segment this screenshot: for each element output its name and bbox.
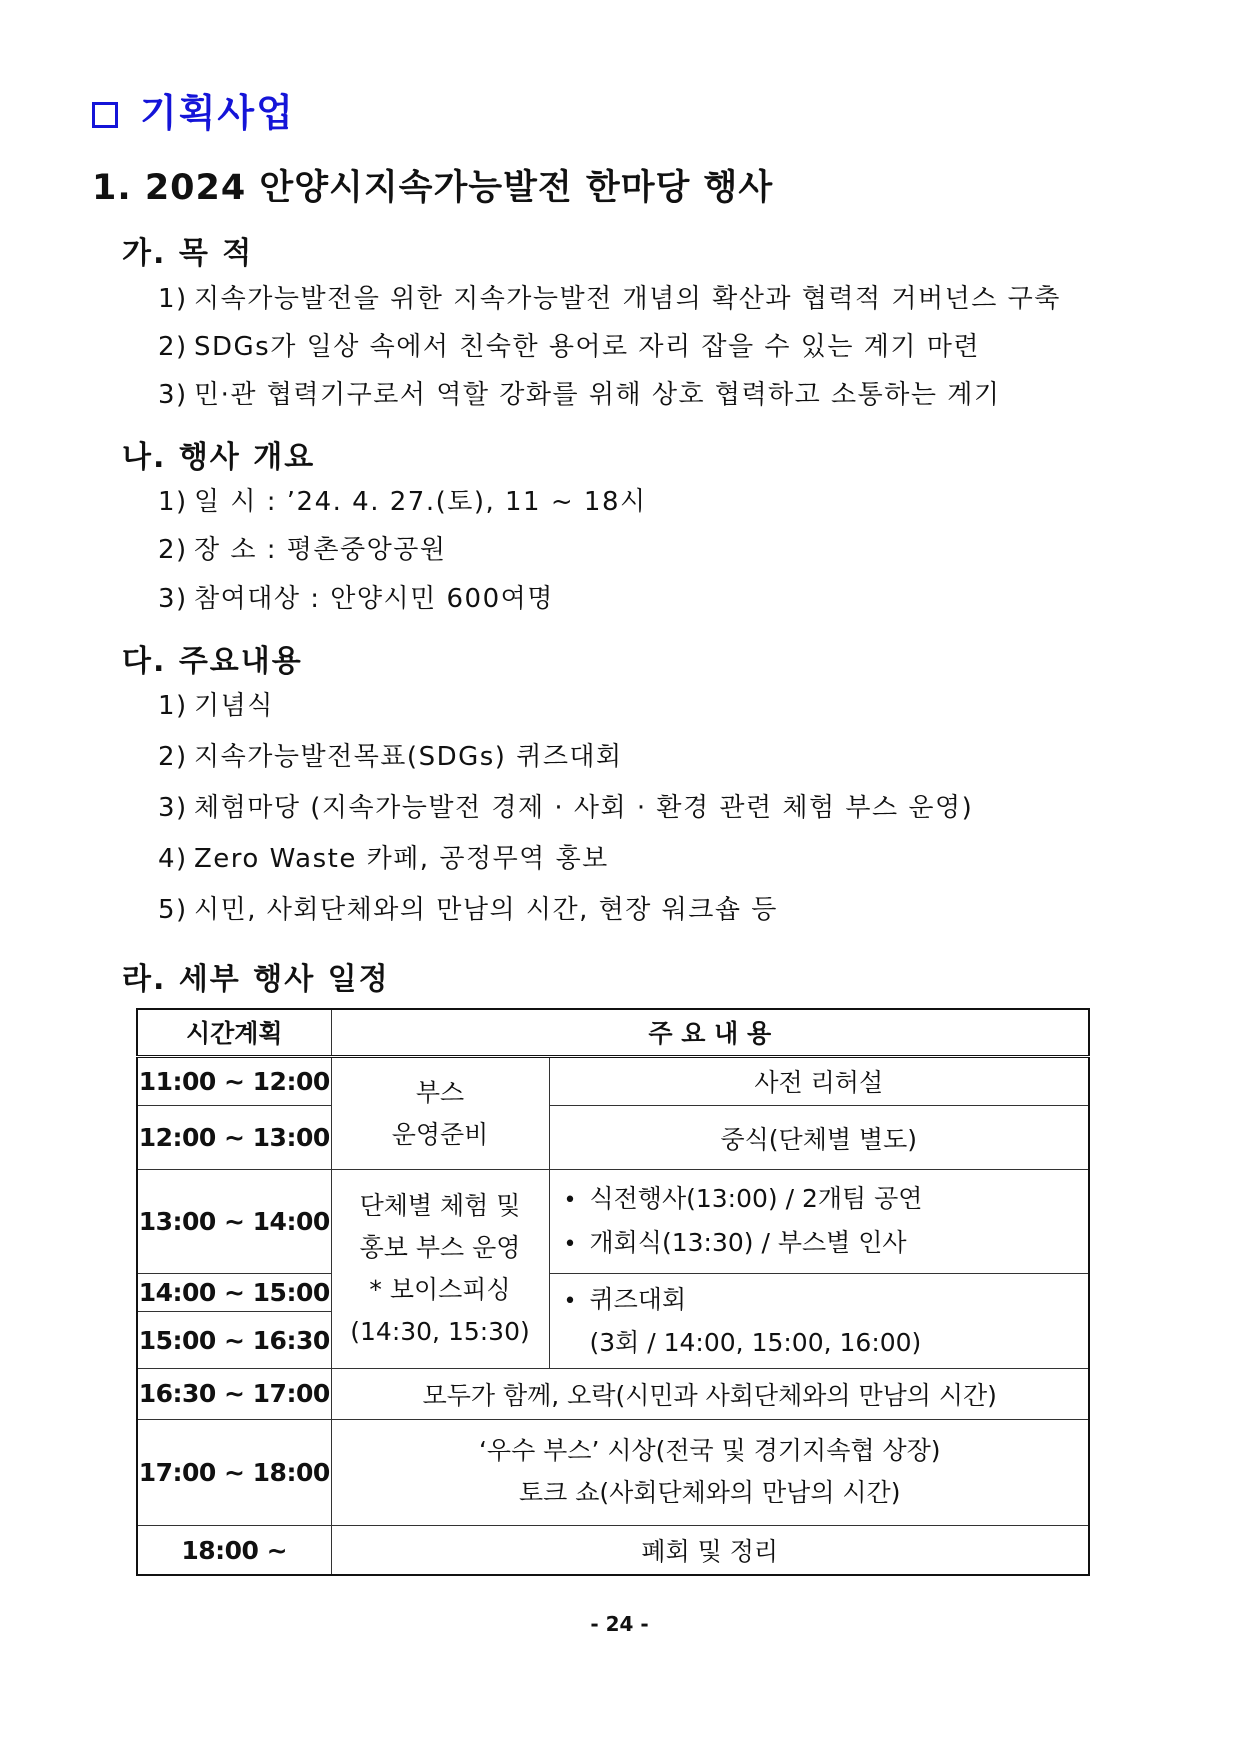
all-together-cell: 모두가 함께, 오락(시민과 사회단체와의 만남의 시간): [331, 1369, 1089, 1419]
award-cell: [331, 1419, 1089, 1526]
item-text: 시민, 사회단체와의 만남의 시간, 현장 워크숍 등: [194, 895, 778, 925]
table-row: [137, 1419, 1089, 1526]
list-item: [158, 685, 274, 722]
table-row: [137, 1170, 1089, 1274]
item-number: 1): [158, 284, 188, 314]
lunch-cell: 중식(단체별 별도): [549, 1105, 1089, 1170]
list-item: [158, 481, 647, 518]
table-row: [137, 1105, 1089, 1170]
schedule-heading: 라. 세부 행사 일정: [122, 962, 390, 997]
item-number: 5): [158, 895, 188, 925]
item-text: 민·관 협력기구로서 역할 강화를 위해 상호 협력하고 소통하는 계기: [194, 380, 1001, 410]
rehearsal-cell: 사전 리허설: [549, 1056, 1089, 1105]
time-cell: 16:30 ~ 17:00: [137, 1369, 331, 1419]
ceremony-item: • 개회식(13:30) / 부스별 인사: [564, 1222, 1089, 1266]
item-number: 1): [158, 691, 188, 721]
col-time-header: 시간계획: [137, 1009, 331, 1056]
section-heading-label: 기획사업: [140, 91, 295, 135]
list-item: [158, 736, 623, 773]
time-cell: 12:00 ~ 13:00: [137, 1105, 331, 1170]
time-cell: 13:00 ~ 14:00: [137, 1170, 331, 1274]
list-item: [158, 578, 554, 615]
item-number: 2): [158, 742, 188, 772]
schedule-table: [136, 1008, 1090, 1576]
item-text: Zero Waste 카페, 공정무역 홍보: [194, 844, 609, 874]
booth-ops-line: 단체별 체험 및: [359, 1191, 521, 1221]
list-item: [158, 529, 446, 566]
time-cell: 14:00 ~ 15:00: [137, 1274, 331, 1312]
section-heading: [92, 82, 295, 137]
ceremony-item: • 식전행사(13:00) / 2개팀 공연: [564, 1178, 1089, 1222]
item-text: 기념식: [194, 691, 274, 721]
booth-prep-line: 부스: [415, 1077, 465, 1107]
table-row: [137, 1526, 1089, 1575]
table-row: [137, 1369, 1089, 1419]
award-line: 토크 쇼(사회단체와의 만남의 시간): [519, 1478, 901, 1508]
table-header-row: [137, 1009, 1089, 1056]
booth-prep-cell: [331, 1056, 549, 1170]
item-text: 참여대상 : 안양시민 600여명: [194, 584, 554, 614]
item-number: 3): [158, 380, 188, 410]
item-text: 체험마당 (지속가능발전 경제 · 사회 · 환경 관련 체험 부스 운영): [194, 793, 974, 823]
booth-prep-line: 운영준비: [391, 1119, 489, 1149]
list-item: [158, 278, 1061, 315]
quiz-item: • 퀴즈대회: [564, 1279, 1089, 1323]
time-cell: 18:00 ~: [137, 1526, 331, 1575]
quiz-cell: [549, 1274, 1089, 1369]
list-item: [158, 838, 609, 875]
time-cell: 15:00 ~ 16:30: [137, 1311, 331, 1368]
page-number: - 24 -: [590, 1612, 649, 1636]
col-content-header: 주 요 내 용: [331, 1009, 1089, 1056]
item-text: SDGs가 일상 속에서 친숙한 용어로 자리 잡을 수 있는 계기 마련: [194, 332, 981, 362]
page-title: 1. 2024 안양시지속가능발전 한마당 행사: [92, 168, 774, 208]
overview-heading: 나. 행사 개요: [122, 440, 316, 475]
time-cell: 17:00 ~ 18:00: [137, 1419, 331, 1526]
item-text: 지속가능발전목표(SDGs) 퀴즈대회: [194, 742, 623, 772]
booth-ops-line: 홍보 부스 운영: [359, 1233, 521, 1263]
list-item: [158, 374, 1001, 411]
list-item: [158, 326, 980, 363]
purpose-heading: 가. 목 적: [122, 236, 254, 271]
item-number: 1): [158, 487, 188, 517]
contents-heading: 다. 주요내용: [122, 644, 303, 679]
item-number: 2): [158, 332, 188, 362]
item-number: 3): [158, 584, 188, 614]
item-text: 일 시 : ’24. 4. 27.(토), 11 ~ 18시: [194, 487, 647, 517]
closing-cell: 폐회 및 정리: [331, 1526, 1089, 1575]
empty-square-icon: [92, 102, 118, 128]
time-cell: 11:00 ~ 12:00: [137, 1056, 331, 1105]
item-number: 2): [158, 535, 188, 565]
booth-ops-line: * 보이스피싱: [369, 1275, 511, 1305]
table-row: [137, 1274, 1089, 1312]
booth-ops-cell: [331, 1170, 549, 1369]
item-text: 장 소 : 평촌중앙공원: [194, 535, 447, 565]
item-text: 지속가능발전을 위한 지속가능발전 개념의 확산과 협력적 거버넌스 구축: [194, 284, 1061, 314]
item-number: 4): [158, 844, 188, 874]
table-row: [137, 1056, 1089, 1105]
quiz-detail: (3회 / 14:00, 15:00, 16:00): [589, 1328, 922, 1358]
list-item: [158, 889, 778, 926]
list-item: [158, 787, 973, 824]
item-number: 3): [158, 793, 188, 823]
award-line: ‘우수 부스’ 시상(전국 및 경기지속협 상장): [478, 1436, 941, 1466]
ceremony-cell: [549, 1170, 1089, 1274]
booth-ops-line: (14:30, 15:30): [350, 1317, 530, 1347]
